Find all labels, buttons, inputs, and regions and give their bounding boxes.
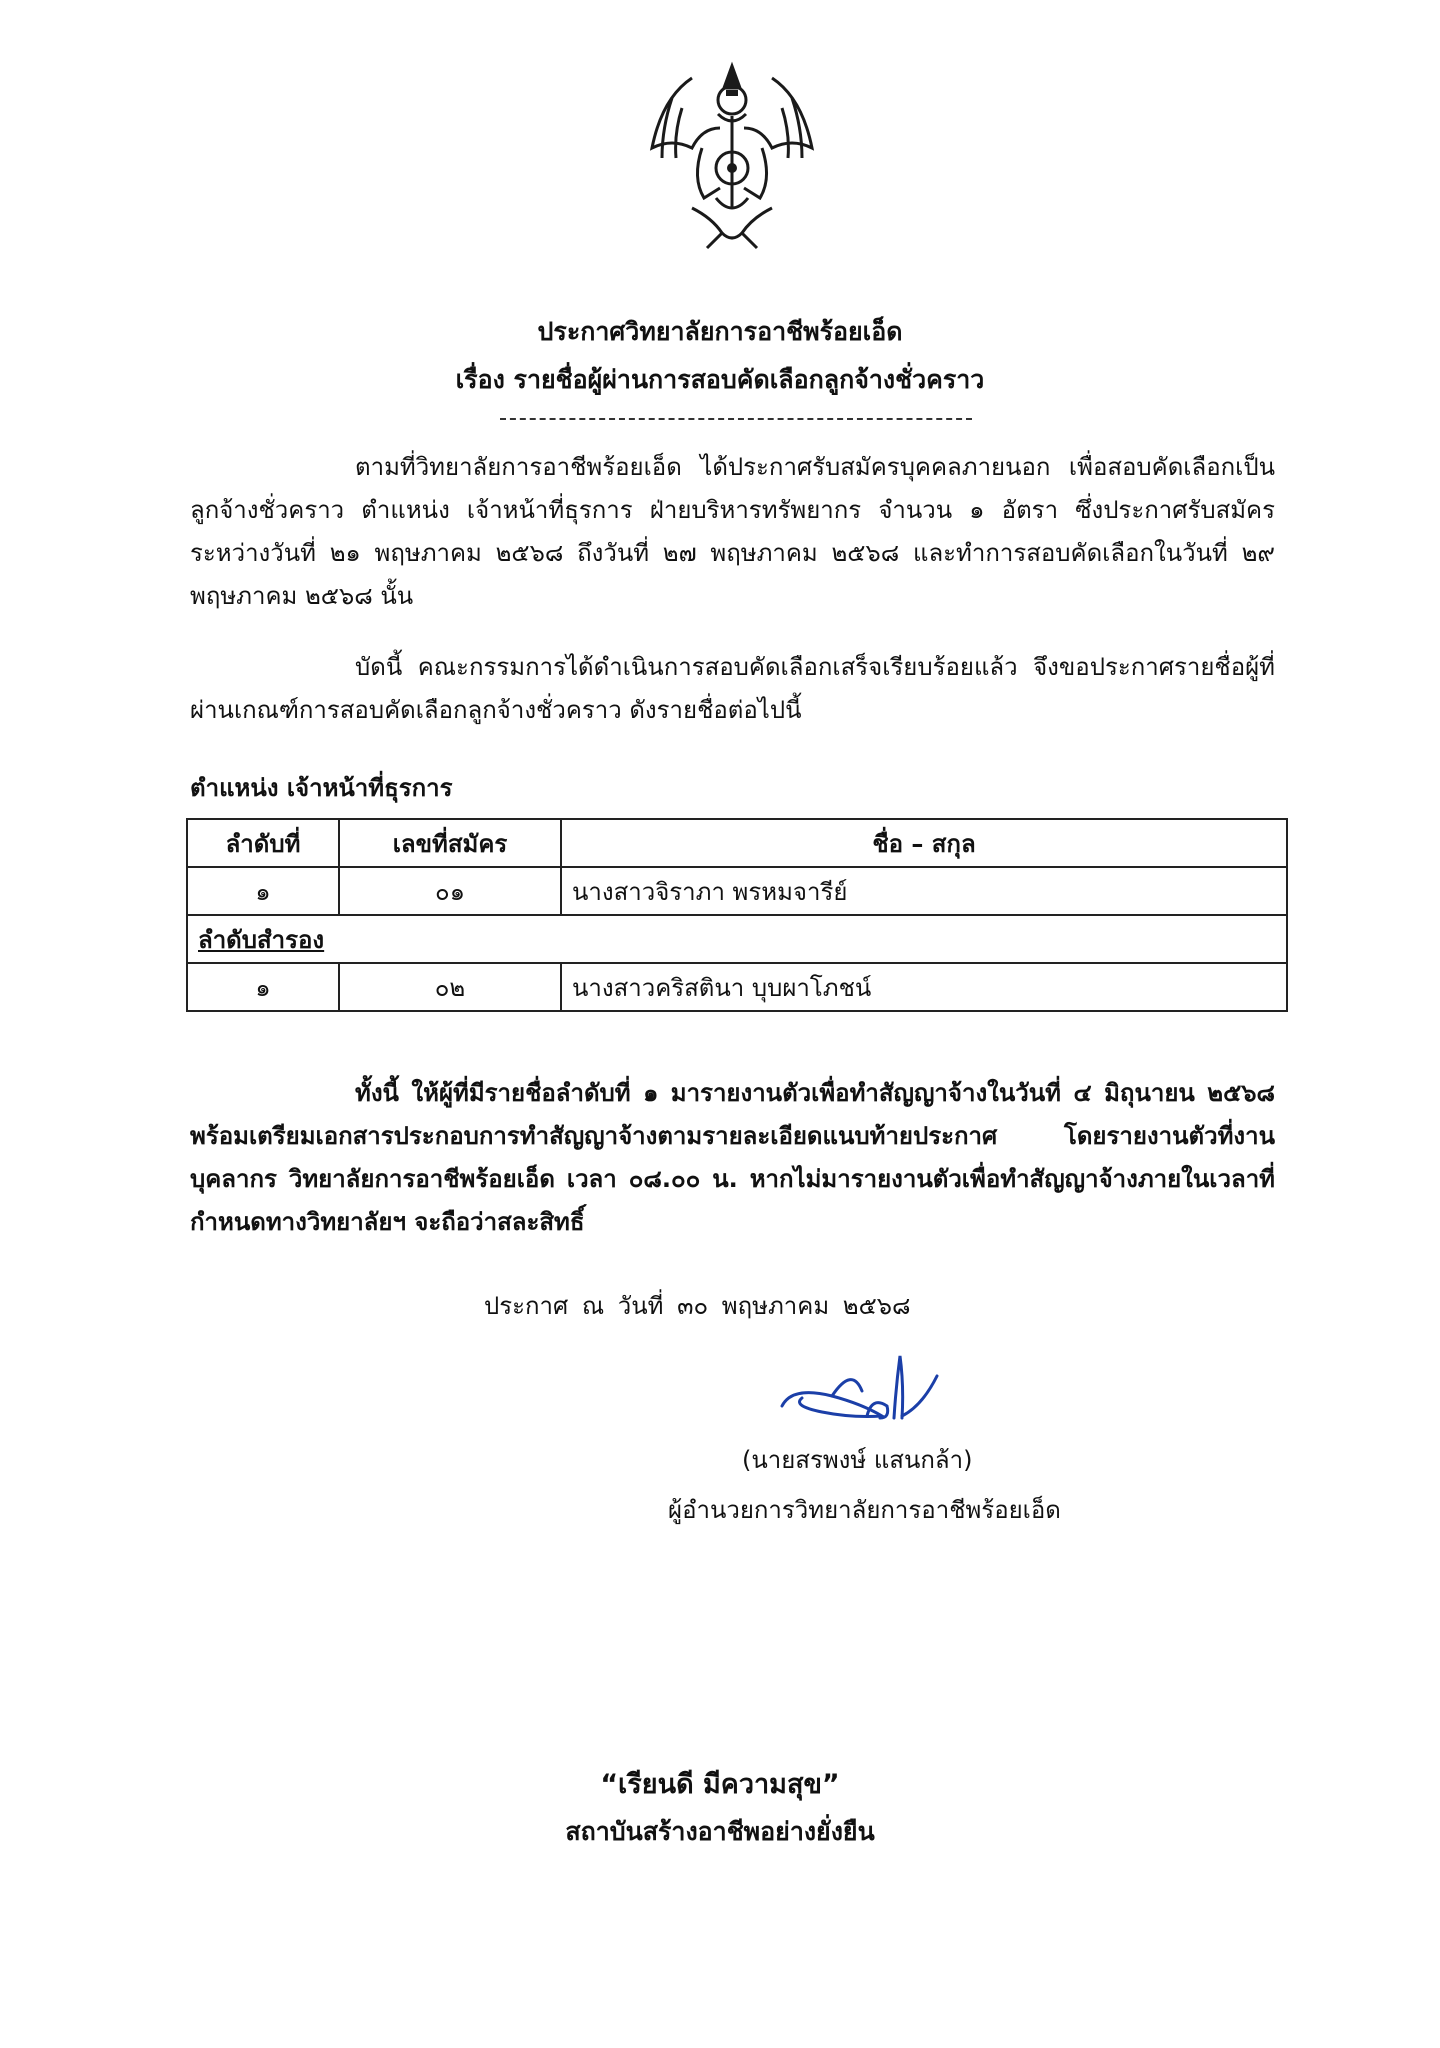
applicant-table bbox=[186, 818, 1288, 1012]
header-application-no: เลขที่สมัคร bbox=[339, 819, 561, 867]
row-full-name: นางสาวจิราภา พรหมจารีย์ bbox=[561, 867, 1287, 915]
signer-title: ผู้อำนวยการวิทยาลัยการอาชีพร้อยเอ็ด bbox=[668, 1496, 1061, 1524]
reserve-order: ๑ bbox=[187, 963, 339, 1011]
table-row bbox=[187, 963, 1287, 1011]
paragraph-result-text: บัดนี้ คณะกรรมการได้ดำเนินการสอบคัดเลือกเสร็จเรียบร้อยแล้ว จึงขอประกาศรายชื่อผู้ที่ผ่านเกณฑ์การสอบคัดเลือกลูกจ้างชั่วคราว ดังรายชื่อต่อไปนี้ bbox=[190, 653, 1275, 724]
row-order: ๑ bbox=[187, 867, 339, 915]
table-row bbox=[187, 867, 1287, 915]
reserve-label: ลำดับสำรอง bbox=[187, 915, 1287, 963]
dashed-divider bbox=[500, 418, 972, 420]
paragraph-result bbox=[190, 646, 1275, 732]
reserve-application-no: ๐๒ bbox=[339, 963, 561, 1011]
paragraph-intro bbox=[190, 446, 1275, 618]
paragraph-instructions-text: ทั้งนี้ ให้ผู้ที่มีรายชื่อลำดับที่ ๑ มารายงานตัวเพื่อทำสัญญาจ้างในวันที่ ๔ มิถุนายน ๒๕๖๘ พร้อมเตรียมเอกสารประกอบการทำสัญญาจ้างตามรายละเอียดแนบท้ายประกาศ โดยรายงานตัวที่งานบุคลากร วิทยาลัยการอาชีพร้อยเอ็ด เวลา ๐๘.๐๐ น. หากไม่มารายงานตัวเพื่อทำสัญญาจ้างภายในเวลาที่กำหนดทางวิทยาลัยฯ จะถือว่าสละสิทธิ์ bbox=[190, 1079, 1275, 1236]
signer-name: (นายสรพงษ์ แสนกล้า) bbox=[742, 1446, 973, 1474]
footer-tagline: สถาบันสร้างอาชีพอย่างยั่งยืน bbox=[565, 1817, 875, 1846]
header-order: ลำดับที่ bbox=[187, 819, 339, 867]
footer-motto: “เรียนดี มีความสุข” bbox=[600, 1769, 840, 1800]
row-application-no: ๐๑ bbox=[339, 867, 561, 915]
document-title: ประกาศวิทยาลัยการอาชีพร้อยเอ็ด bbox=[537, 317, 903, 346]
garuda-emblem-icon bbox=[632, 58, 832, 258]
signature-icon bbox=[772, 1346, 972, 1446]
reserve-header-row bbox=[187, 915, 1287, 963]
position-label: ตำแหน่ง เจ้าหน้าที่ธุรการ bbox=[190, 774, 453, 802]
announcement-date: ประกาศ ณ วันที่ ๓๐ พฤษภาคม ๒๕๖๘ bbox=[484, 1292, 911, 1320]
reserve-full-name: นางสาวคริสตินา บุบผาโภชน์ bbox=[561, 963, 1287, 1011]
table-header-row bbox=[187, 819, 1287, 867]
paragraph-instructions bbox=[190, 1072, 1275, 1244]
document-subject: เรื่อง รายชื่อผู้ผ่านการสอบคัดเลือกลูกจ้างชั่วคราว bbox=[455, 365, 985, 394]
header-full-name: ชื่อ – สกุล bbox=[561, 819, 1287, 867]
paragraph-intro-text: ตามที่วิทยาลัยการอาชีพร้อยเอ็ด ได้ประกาศรับสมัครบุคคลภายนอก เพื่อสอบคัดเลือกเป็นลูกจ้างชั่วคราว ตำแหน่ง เจ้าหน้าที่ธุรการ ฝ่ายบริหารทรัพยากร จำนวน ๑ อัตรา ซึ่งประกาศรับสมัครระหว่างวันที่ ๒๑ พฤษภาคม ๒๕๖๘ ถึงวันที่ ๒๗ พฤษภาคม ๒๕๖๘ และทำการสอบคัดเลือกในวันที่ ๒๙ พฤษภาคม ๒๕๖๘ นั้น bbox=[190, 453, 1275, 610]
